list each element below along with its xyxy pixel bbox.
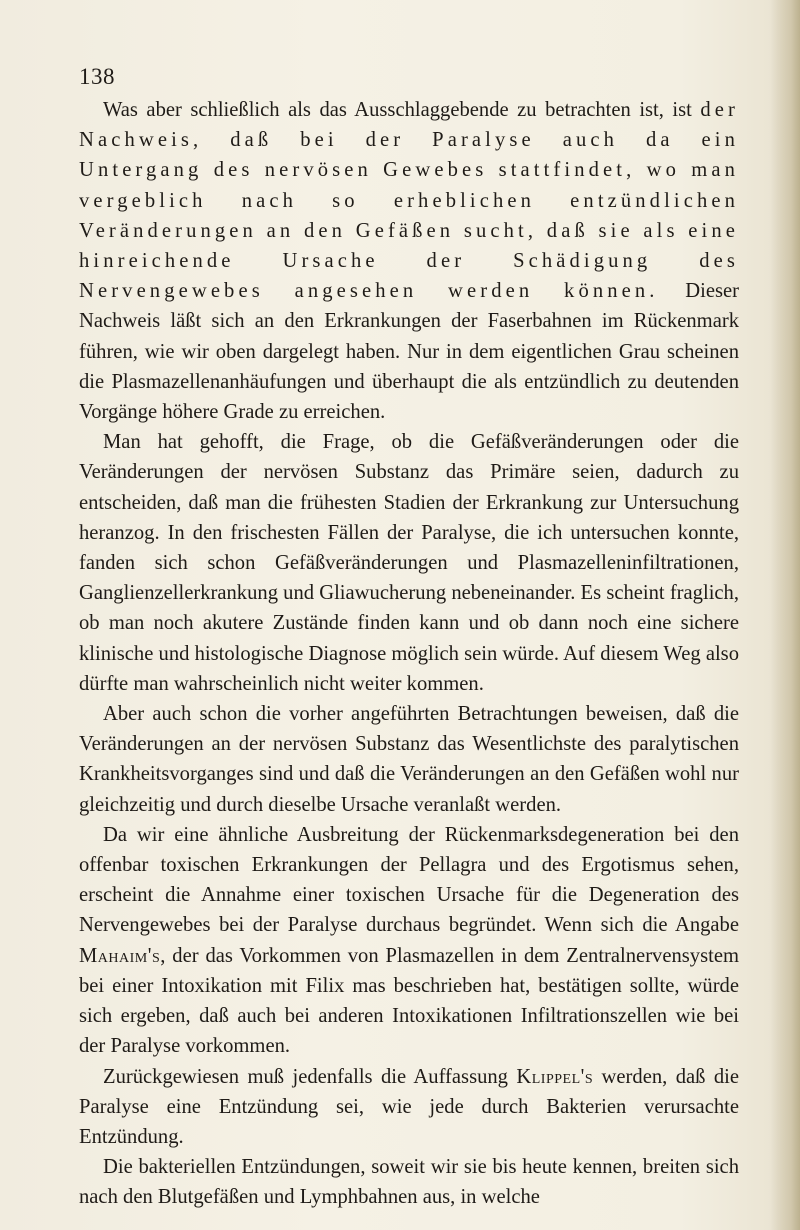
text-body <box>79 95 739 1213</box>
paragraph-5-author-name: Klippel's <box>516 1065 594 1088</box>
paragraph-6-run-1: Die bakteriellen Entzündungen, soweit wir sie bis heute kennen, breiten sich nach den Blutgefäßen und Lymphbahnen aus, in welche <box>79 1156 739 1209</box>
paragraph-1-run-3: Dieser Nachweis läßt sich an den Erkrankungen der Faserbahnen im Rückenmark führen, wie wir oben dargelegt haben. Nur in dem eigentlichen Grau scheinen die Plasmazellenanhäufungen und überhaupt die als entzündlich zu deutenden Vorgänge höhere Grade zu erreichen. <box>79 280 739 424</box>
paragraph-5 <box>79 1062 739 1153</box>
paragraph-2 <box>79 427 739 699</box>
paragraph-3 <box>79 699 739 820</box>
paragraph-6 <box>79 1152 739 1212</box>
paragraph-1-run-1: Was aber schließlich als das Ausschlaggebende zu betrachten ist, ist <box>103 99 701 121</box>
paragraph-5-run-1: Zurückgewiesen muß jedenfalls die Auffassung <box>103 1065 517 1088</box>
paragraph-1-emphasis: der Nachweis, daß bei der Paralyse auch da ein Untergang des nervösen Gewebes stattfindet, wo man vergeblich nach so erheblichen entzündlichen Veränderungen an den Gefäßen sucht, daß sie als eine hinreichende Ursache der Schädigung des Nervengewebes angesehen werden können. <box>79 99 739 303</box>
paragraph-1 <box>79 95 739 427</box>
paragraph-5-run-3: werden, daß die Paralyse eine Entzündung sei, wie jede durch Bakterien verursachte Entzündung. <box>79 1065 739 1148</box>
paragraph-4-author-name: Mahaim's <box>79 944 161 967</box>
paragraph-4 <box>79 820 739 1062</box>
paragraph-4-run-3: , der das Vorkommen von Plasmazellen in dem Zentralnervensystem bei einer Intoxikation mit Filix mas beschrieben hat, bestätigen sollte, würde sich ergeben, daß auch bei anderen Intoxikationen Infiltrationszellen wie bei der Paralyse vorkommen. <box>79 944 739 1058</box>
paragraph-4-run-1: Da wir eine ähnliche Ausbreitung der Rückenmarksdegeneration bei den offenbar toxischen Erkrankungen der Pellagra und des Ergotismus sehen, erscheint die Annahme einer toxischen Ursache für die Degeneration des Nervengewebes bei der Paralyse durchaus begründet. Wenn sich die Angabe <box>79 823 739 937</box>
page-edge-shadow <box>770 0 800 1230</box>
page-number: 138 <box>79 64 115 89</box>
paragraph-2-run-1: Man hat gehofft, die Frage, ob die Gefäßveränderungen oder die Veränderungen der nervösen Substanz das Primäre seien, dadurch zu entscheiden, daß man die frühesten Stadien der Erkrankung zur Untersuchung heranzog. In den frischesten Fällen der Paralyse, die ich untersuchen konnte, fanden sich schon Gefäßveränderungen und Plasmazelleninfiltrationen, Ganglienzellerkrankung und Gliawucherung nebeneinander. Es scheint fraglich, ob man noch akutere Zustände finden kann und ob dann noch eine sichere klinische und histologische Diagnose möglich sein würde. Auf diesem Weg also dürfte man wahrscheinlich nicht weiter kommen. <box>79 431 739 695</box>
paragraph-3-run-1: Aber auch schon die vorher angeführten Betrachtungen beweisen, daß die Veränderungen an der nervösen Substanz das Wesentlichste des paralytischen Krankheitsvorganges sind und daß die Veränderungen an den Gefäßen wohl nur gleichzeitig und durch dieselbe Ursache veranlaßt werden. <box>79 703 739 816</box>
